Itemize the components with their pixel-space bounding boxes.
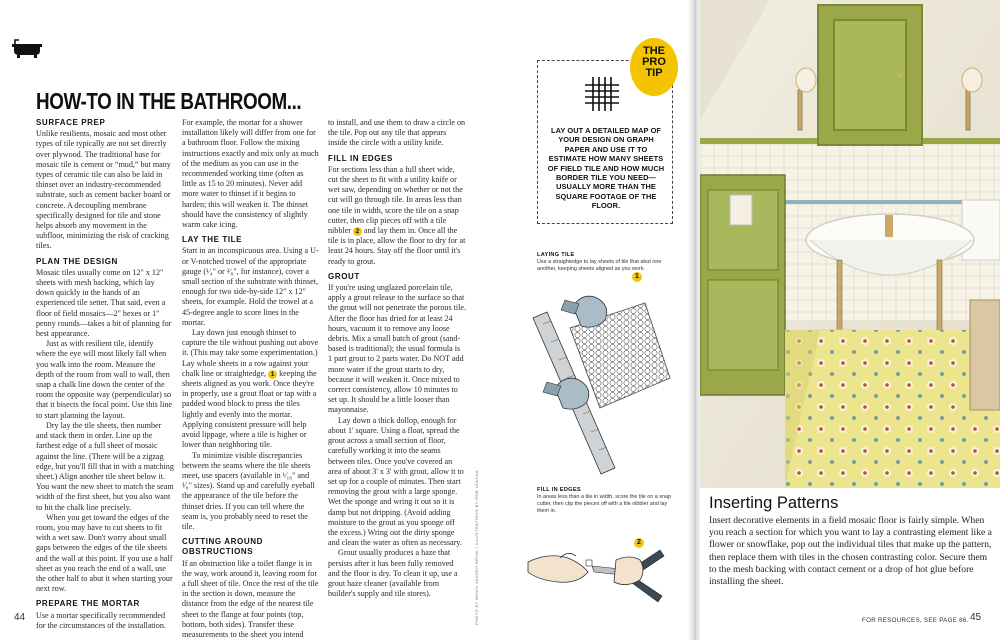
step-marker-2: 2 [353, 227, 362, 236]
heading-plan-design: PLAN THE DESIGN [36, 256, 118, 266]
page-number-right: 45 [970, 612, 982, 623]
heading-cutting: CUTTING AROUND OBSTRUCTIONS [182, 537, 263, 557]
paragraph: Unlike resilients, mosaic and most other types of tile typically are not set directly over plywood. The traditional base for mosaic tile is cement or “mud,” but many types of ceramic tile can also be laid in thinset over an industry-recommended substrate, such as cement backer board or concrete. A decoupling membrane specifically designed for tile and stone helps absorb any movement in the subfloor, minimizing the risk of cracking tiles. [36, 129, 171, 251]
fill-edges-illustration [520, 520, 680, 610]
text-column-1 [36, 118, 174, 631]
laying-tile-illustration [525, 278, 675, 478]
graph-paper-icon [584, 76, 620, 112]
inset-title: Inserting Patterns [709, 494, 839, 512]
paragraph: Start in an inconspicuous area. Using a U- or V-notched trowel of the appropriate gauge (¹⁄₄" or ³⁄₈", for instance), cover a small section of the substrate with thinset, enough for two side-by-side 12" x 12" sheets, for example. Hold the trowel at a 45-degree angle to score lines in the mortar. [182, 246, 319, 327]
paragraph: to install, and use them to draw a circle on the tile. Pop out any tile that appears inside the circle with a utility knife. [328, 118, 466, 148]
pro-tip-badge [630, 38, 678, 96]
heading-fill-edges: FILL IN EDGES [328, 153, 393, 163]
page-number-left: 44 [14, 612, 26, 623]
paragraph: To minimize visible discrepancies between the seams where the tile sheets meet, use spacers (available in ¹⁄₁₆" and ¹⁄₈" sizes). Stand up and carefully eyeball the appearance of the tile before the thinset dries. If you can tell where the seam is, you probably need to reset the tile. [182, 450, 315, 531]
heading-prepare-mortar: PREPARE THE MORTAR [36, 599, 140, 609]
paragraph: Use a mortar specifically recommended for the circumstances of the installation. [36, 610, 166, 630]
paragraph [328, 165, 466, 267]
caption-title-laying: LAYING TILE [537, 252, 575, 258]
paragraph: Grout usually produces a haze that persists after it has been fully removed and the floor is dry. To clean it up, use a grout haze cleaner (available from builder's supply and tile stores). [328, 548, 458, 599]
paragraph: If you're using unglazed porcelain tile, apply a grout release to the surface so that the grout will not penetrate the porous tile. After the floor has dried for at least 24 hours, vacuum it to remove any loose debris. Mix a small batch of grout (sand-based is traditional); the usual formula is 1 part grout to 2 parts water. Do NOT add more water if the grout starts to dry, because it will weaken it. Once mixed to correct consistency, allow 10 minutes to set up. It should be a little looser than mayonnaise. [328, 283, 467, 415]
paragraph: Lay down a thick dollop, enough for about 1' square. Using a float, spread the grout across a small section of floor, carefully working it into the seams between tiles. Once you've covered an area of about 3' x 3' with grout, allow it to set up for a couple of minutes. Then start removing the grout with a large sponge. Wet the sponge and wring it out so it is damp but not dripping. (Avoid adding moisture to the grout as you sponge off the excess.) Wring out the dirty sponge and clean the water as often as necessary. [328, 415, 464, 548]
paragraph-text: Lay down just enough thinset to capture the tile without pushing out above it. (This may take some experimentation.) Lay whole sheets in a row against your chalk line or straightedge, [182, 328, 319, 378]
paragraph: Dry lay the tile sheets, then number and stack them in order. Line up the farthest edge of a full sheet of mosaic against the line. (There will be a zigzag edge, but you'll fill that in with a matching sheet.) Align another tile sheet below it. You want the new sheet to match the seam width of the first sheet, but you also want to hit the chalk line precisely. [36, 420, 174, 512]
paragraph: Just as with resilient tile, identify where the eye will most likely fall when you walk into the room. Measure the depth of the room from wall to wall, then snap a chalk line down the center of the room the opposite way (perpendicular) so that it bisects the focal point. Use this line to start planning the layout. [36, 339, 172, 420]
heading-lay-tile: LAY THE TILE [182, 235, 243, 245]
pro-tip-badge-line: PRO [642, 56, 666, 68]
text-column-2 [182, 118, 320, 640]
paragraph: Mosaic tiles usually come on 12" x 12" sheets with mesh backing, which lay down quickly in the hands of an experienced tile setter. That said, even a floor of field mosaics—2" hexes or 1" penny rounds—takes a bit of planning for best appearance. [36, 267, 172, 339]
pro-tip-text: LAY OUT A DETAILED MAP OF YOUR DESIGN ON GRAPH PAPER AND USE IT TO ESTIMATE HOW MANY SHEETS OF FIELD TILE AND HOW MUCH BORDER TILE YOU NEED—USUALLY MORE THAN THE SQUARE FOOTAGE OF THE FLOOR. [547, 126, 665, 211]
resources-note: FOR RESOURCES, SEE PAGE 86. [862, 617, 969, 624]
pro-tip-badge-line: TIP [645, 67, 663, 79]
illustration-marker-1: 1 [632, 272, 642, 282]
pro-tip-badge-line: THE [643, 45, 665, 57]
photo-credit: PHOTO BY BRIAN VANDEN BRINK / ILLUSTRATIONS BY ROB LEANNA [474, 470, 479, 626]
bathtub-icon [10, 38, 44, 58]
caption-title-fill: FILL IN EDGES [537, 487, 581, 493]
step-marker-1: 1 [268, 370, 277, 379]
page-title: HOW-TO IN THE BATHROOM... [36, 88, 302, 114]
bathroom-photo [700, 0, 1000, 488]
paragraph-text: For sections less than a full sheet wide, cut the sheet to fit with a utility knife or wet saw, depending on whether or not the cut will go through tile. In areas less than one tile in width, score the tile on a snap cutter, then clip pieces off with a tile nibbler [328, 164, 463, 236]
caption-text-laying: Use a straightedge to lay sheets of tile that abut one another, keeping sheets aligned as you work. [537, 259, 662, 272]
paragraph: For example, the mortar for a shower installation likely will differ from one for a bathroom floor. Follow the mixing instructions exactly and mix only as much of the medium as you can use in the recommended working time (often as little as 15 to 20 minutes). Never add more water to thinset if it begins to harden; this will weaken it. The thinset should have the consistency of slightly warm cake icing. [182, 118, 319, 230]
paragraph [182, 328, 320, 450]
text-column-3 [328, 118, 466, 599]
inset-text: Insert decorative elements in a field mosaic floor is fairly simple. When you reach a section for which you want to lay a contrasting element like a flower or snowflake, pop out the individual tiles that make up the pattern, then replace them with tiles in the chosen contrasting color. Secure them to the mesh backing with contact cement or a drop of hot glue before installing the sheet. [709, 515, 992, 588]
heading-grout: GROUT [328, 271, 360, 281]
heading-surface-prep: SURFACE PREP [36, 118, 106, 127]
paragraph: If an obstruction like a toilet flange is in the way, work around it, leaving room for a full sheet of tile. Once the rest of the tile in the section is down, measure the distance from the edge of the nearest tile sheet to the flange at four points (top, bottom, both sides). Transfer these measurements to the sheet you intend [182, 558, 319, 639]
paragraph-text: keeping the sheets aligned as you work. Once they're in properly, use a grout float or tap with a padded wood block to press the tiles lightly and evenly into the mortar. Applying consistent pressure will help avoid lippage, where a tile is higher or lower than neighboring tile. [182, 368, 317, 450]
paragraph: When you get toward the edges of the room, you may have to cut sheets to fit with a wet saw. Don't worry about small gaps between the edges of the tile sheets and the wall at this point. If you use a half sheet as you reach the end of a wall, use the other half to abut it when starting your next row. [36, 512, 173, 594]
paragraph-text: and lay them in. Once all the tile is in place, allow the floor to dry for at least 24 hours. Stay off the floor until it's ready to grout. [328, 226, 466, 266]
illustration-marker-2: 2 [634, 538, 644, 548]
caption-text-fill: In areas less than a tile in width, score the tile on a snap cutter, then clip the pieces off with a tile nibbler and lay them in. [537, 494, 671, 514]
